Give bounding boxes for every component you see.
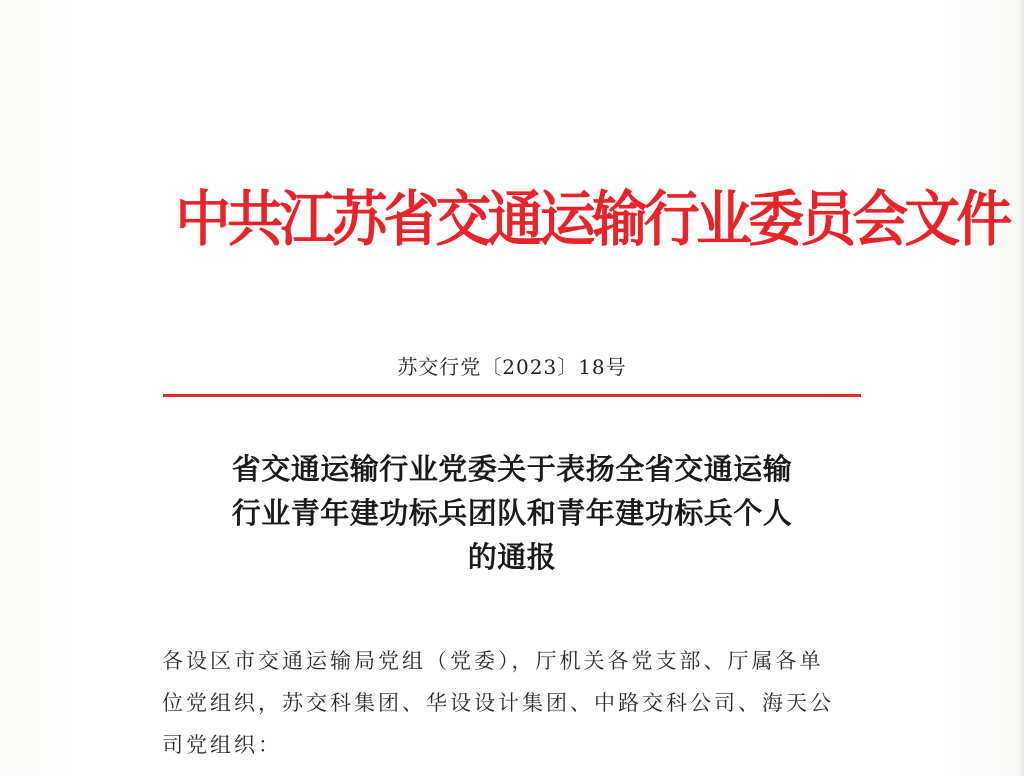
title-line-2: 行业青年建功标兵团队和青年建功标兵个人 xyxy=(231,496,793,530)
red-separator-rule xyxy=(163,394,861,397)
title-line-1: 省交通运输行业党委关于表扬全省交通运输 xyxy=(231,452,793,486)
issuer-header: 中共江苏省交通运输行业委员会文件 xyxy=(175,185,1009,255)
salutation-line-1: 各设区市交通运输局党组（党委），厅机关各党支部、厅属各单 xyxy=(162,649,824,673)
document-title xyxy=(170,447,854,579)
salutation-line-2: 位党组织，苏交科集团、华设设计集团、中路交科公司、海天公 xyxy=(162,691,834,715)
document-number: 苏交行党〔2023〕18号 xyxy=(397,355,627,379)
salutation-line-3: 司党组织： xyxy=(162,733,282,757)
page-edge-shadow xyxy=(1018,0,1024,776)
salutation-paragraph xyxy=(162,640,882,766)
title-line-3: 的通报 xyxy=(467,540,557,574)
